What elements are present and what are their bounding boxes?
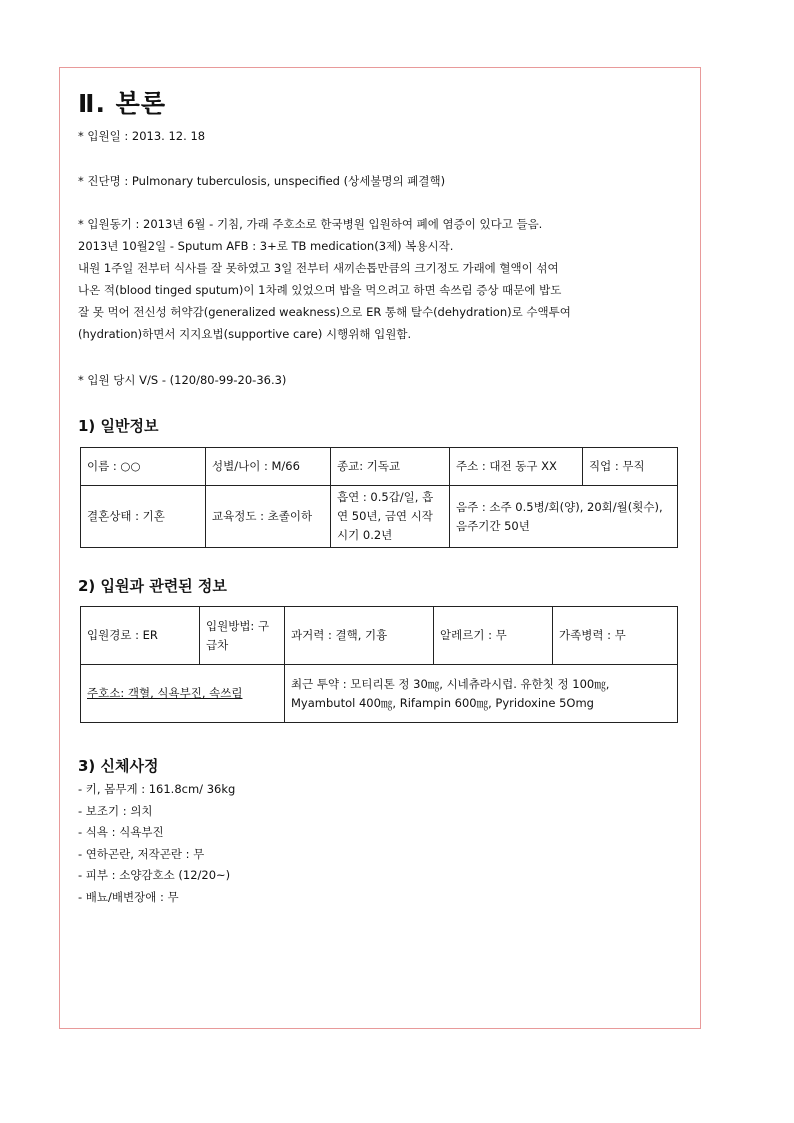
section-heading-admission: 2) 입원과 관련된 정보 bbox=[78, 577, 227, 595]
name-cell: 이름 : ○○ bbox=[81, 448, 206, 486]
page-title: Ⅱ. 본론 bbox=[78, 89, 166, 118]
address-cell: 주소 : 대전 동구 XX bbox=[450, 448, 583, 486]
list-item: - 배뇨/배변장애 : 무 bbox=[78, 889, 179, 904]
motive-line: 나온 적(blood tinged sputum)이 1차례 있었으며 밥을 먹으려고 하면 속쓰림 증상 때문에 밥도 bbox=[78, 283, 562, 297]
medication-cell: 최근 투약 : 모티리톤 정 30㎎, 시네츄라시럽. 유한칫 정 100㎎, Myambutol 400㎎, Rifampin 600㎎, Pyridoxine 5Omg bbox=[285, 665, 678, 723]
list-item: - 보조기 : 의치 bbox=[78, 803, 153, 818]
motive-line: (hydration)하면서 지지요법(supportive care) 시행위해 입원함. bbox=[78, 327, 412, 341]
chief-complaint-cell bbox=[81, 665, 285, 723]
religion-cell: 종교: 기독교 bbox=[331, 448, 450, 486]
marital-cell: 결혼상태 : 기혼 bbox=[81, 486, 206, 548]
admission-motive bbox=[78, 213, 678, 345]
section-heading-general: 1) 일반정보 bbox=[78, 417, 159, 435]
vital-signs: * 입원 당시 V/S - (120/80-99-20-36.3) bbox=[78, 373, 287, 387]
smoking-cell: 흡연 : 0.5갑/일, 흡연 50년, 금연 시작시기 0.2년 bbox=[331, 486, 450, 548]
diagnosis: * 진단명 : Pulmonary tuberculosis, unspecified (상세불명의 폐결핵) bbox=[78, 174, 446, 188]
chief-complaint: 주호소: 객혈, 식욕부진, 속쓰림 bbox=[87, 686, 243, 700]
admission-info-table bbox=[80, 606, 678, 723]
admission-date: * 입원일 : 2013. 12. 18 bbox=[78, 129, 206, 143]
list-item: - 식욕 : 식욕부진 bbox=[78, 825, 164, 839]
route-cell: 입원경로 : ER bbox=[81, 607, 200, 665]
drinking-cell: 음주 : 소주 0.5병/회(양), 20회/월(횟수), 음주기간 50년 bbox=[450, 486, 678, 548]
list-item: - 피부 : 소양감호소 (12/20~) bbox=[78, 868, 231, 882]
sex-age-cell: 성별/나이 : M/66 bbox=[206, 448, 331, 486]
method-cell: 입원방법: 구급차 bbox=[200, 607, 285, 665]
general-info-table bbox=[80, 447, 678, 548]
job-cell: 직업 : 무직 bbox=[583, 448, 678, 486]
history-cell: 과거력 : 결핵, 기흉 bbox=[285, 607, 434, 665]
physical-assessment-list bbox=[78, 779, 678, 908]
education-cell: 교육정도 : 초졸이하 bbox=[206, 486, 331, 548]
allergy-cell: 알레르기 : 무 bbox=[434, 607, 553, 665]
motive-line: 2013년 10월2일 - Sputum AFB : 3+로 TB medication(3제) 복용시작. bbox=[78, 239, 454, 253]
section-heading-physical: 3) 신체사정 bbox=[78, 757, 159, 775]
list-item: - 연하곤란, 저작곤란 : 무 bbox=[78, 846, 205, 861]
motive-line: 내원 1주일 전부터 식사를 잘 못하였고 3일 전부터 새끼손톱만큼의 크기정도 가래에 혈액이 섞여 bbox=[78, 261, 559, 275]
motive-line: * 입원동기 : 2013년 6월 - 기침, 가래 주호소로 한국병원 입원하여 폐에 염증이 있다고 들음. bbox=[78, 217, 543, 231]
family-history-cell: 가족병력 : 무 bbox=[553, 607, 678, 665]
motive-line: 잘 못 먹어 전신성 허약감(generalized weakness)으로 ER 통해 탈수(dehydration)로 수액투여 bbox=[78, 305, 571, 319]
list-item: - 키, 몸무게 : 161.8cm/ 36kg bbox=[78, 782, 236, 796]
